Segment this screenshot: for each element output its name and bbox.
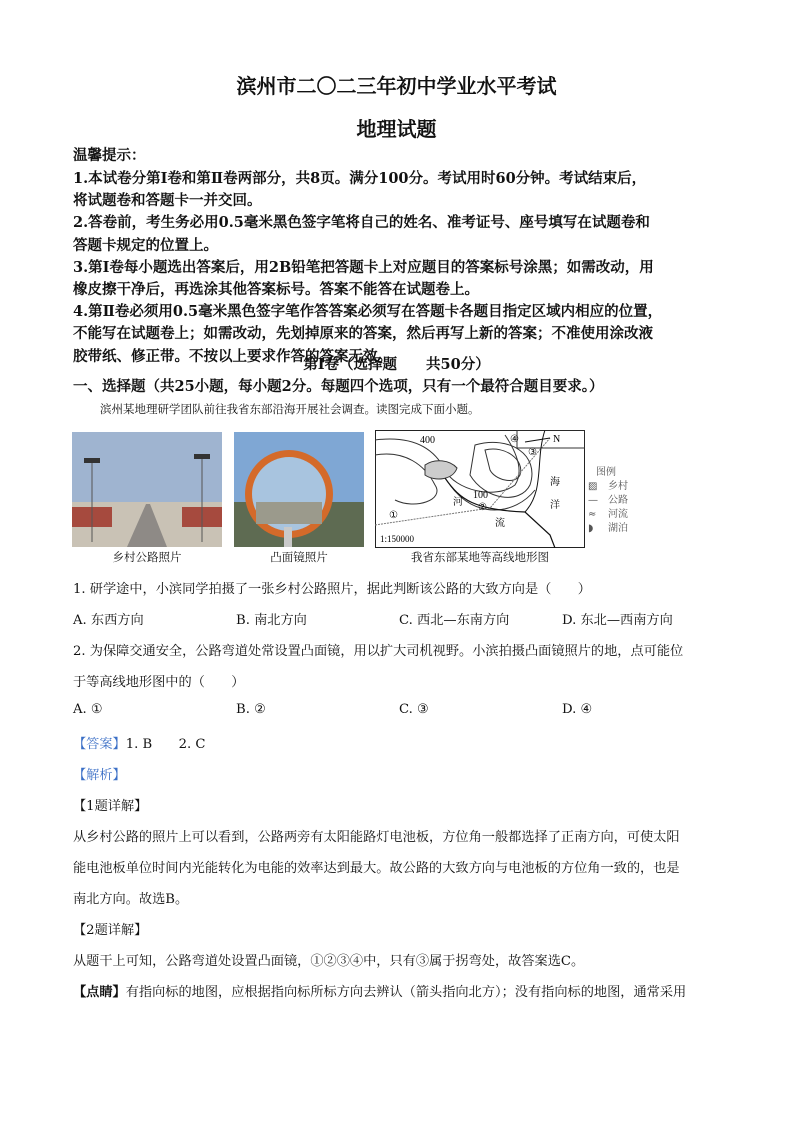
legend-item xyxy=(588,494,628,508)
notice-line: 3.第Ⅰ卷每小题选出答案后，用2B铅笔把答题卡上对应题目的答案标号涂黑；如需改动，用 xyxy=(73,258,654,276)
photo2-caption: 凸面镜照片 xyxy=(270,550,328,564)
notice-line: 将试题卷和答题卡一并交回。 xyxy=(73,192,262,210)
legend-symbol-icon: — xyxy=(588,495,598,506)
photo1-caption: 乡村公路照片 xyxy=(112,550,182,564)
question-2-stem-cont: 于等高线地形图中的（ ） xyxy=(73,675,245,690)
notice-line: 4.第Ⅱ卷必须用0.5毫米黑色签字笔作答答案必须写在答题卡各题目指定区域内相应的位置， xyxy=(73,303,663,321)
option-c: C. 西北—东南方向 xyxy=(399,613,510,628)
detail1-label: 【1题详解】 xyxy=(73,799,148,814)
question-2-stem: 2. 为保障交通安全，公路弯道处常设置凸面镜，用以扩大司机视野。小滨拍摄凸面镜照片的地，点可能位 xyxy=(73,644,684,659)
legend-label: 乡村 xyxy=(608,481,628,492)
legend-label: 河流 xyxy=(608,509,628,520)
option-d: D. ④ xyxy=(562,702,593,717)
river-label-1: 河 xyxy=(453,497,463,508)
part-title: 一、选择题（共25小题，每小题2分。每题四个选项，只有一个最符合题目要求。） xyxy=(73,378,604,395)
option-b: B. 南北方向 xyxy=(236,613,307,628)
section-title: 第Ⅰ卷（选择题 共50分） xyxy=(303,356,490,373)
detail1-line: 能电池板单位时间内光能转化为电能的效率达到最大。故公路的大致方向与电池板的方位角一致的，也是 xyxy=(73,861,680,876)
notice-line: 1.本试卷分第Ⅰ卷和第Ⅱ卷两部分，共8页。满分100分。考试用时60分钟。考试结束后， xyxy=(73,170,647,187)
legend-item xyxy=(588,480,628,494)
scale-label: 1:150000 xyxy=(380,534,415,544)
notice-line: 2.答卷前，考生务必用0.5毫米黑色签字笔将自己的姓名、准考证号、座号填写在试题卷和 xyxy=(73,214,650,232)
village-road-photo xyxy=(72,432,222,547)
detail1-line: 南北方向。故选B。 xyxy=(73,892,189,907)
tip-label: 【点睛】 xyxy=(73,985,126,1000)
contour-100-label: 100 xyxy=(473,490,488,501)
tip-line xyxy=(73,981,686,1000)
legend-symbol-icon: ≈ xyxy=(588,509,597,520)
detail2-text: 从题干上可知，公路弯道处设置凸面镜，①②③④中，只有③属于拐弯处，故答案选C。 xyxy=(73,954,585,969)
option-b: B. ② xyxy=(236,702,266,717)
legend-title: 图例 xyxy=(596,467,616,478)
detail1-line: 从乡村公路的照片上可以看到，公路两旁有太阳能路灯电池板，方位角一般都选择了正南方向，可使太阳 xyxy=(73,830,680,845)
contour-400-label: 400 xyxy=(420,435,435,446)
legend-symbol-icon: ◗ xyxy=(588,523,594,534)
map-caption: 我省东部某地等高线地形图 xyxy=(411,550,549,564)
notice-line: 答题卡规定的位置上。 xyxy=(73,236,218,254)
legend-item xyxy=(588,508,628,522)
page-title: 滨州市二〇二三年初中学业水平考试 xyxy=(236,74,557,98)
point-4: ④ xyxy=(510,434,519,445)
page-subtitle: 地理试题 xyxy=(356,117,437,141)
point-3: ③ xyxy=(528,447,537,458)
analysis-label: 【解析】 xyxy=(73,768,126,783)
sea-label: 海 xyxy=(550,477,560,488)
legend-symbol-icon: ▨ xyxy=(588,481,598,492)
contour-map xyxy=(375,430,585,548)
notice-line: 不能写在试题卷上；如需改动，先划掉原来的答案，然后再写上新的答案；不准使用涂改液 xyxy=(73,325,653,343)
legend-item xyxy=(588,522,628,536)
legend-label: 湖泊 xyxy=(608,523,628,534)
intro-text: 滨州某地理研学团队前往我省东部沿海开展社会调查。读图完成下面小题。 xyxy=(100,402,480,416)
convex-mirror-photo xyxy=(234,432,364,547)
option-a: A. 东西方向 xyxy=(73,613,144,628)
legend-label: 公路 xyxy=(608,495,628,506)
detail2-label: 【2题详解】 xyxy=(73,923,148,938)
north-label: N xyxy=(553,434,561,445)
option-a: A. ① xyxy=(73,702,103,717)
answer-line xyxy=(73,733,205,752)
option-c: C. ③ xyxy=(399,702,429,717)
point-2: ② xyxy=(478,502,487,513)
notice-heading: 温馨提示： xyxy=(73,147,146,164)
river-label-2: 流 xyxy=(495,518,505,529)
ocean-label: 洋 xyxy=(550,500,560,511)
question-1-stem: 1. 研学途中，小滨同学拍摄了一张乡村公路照片，据此判断该公路的大致方向是（ ） xyxy=(73,582,591,597)
option-d: D. 东北—西南方向 xyxy=(562,613,673,628)
point-1: ① xyxy=(389,510,398,521)
answer-text: 1. B 2. C xyxy=(125,737,206,752)
notice-line: 橡皮擦干净后，再选涂其他答案标号。答案不能答在试题卷上。 xyxy=(73,281,479,298)
map-legend xyxy=(588,466,628,536)
tip-text: 有指向标的地图，应根据指向标所标方向去辨认（箭头指向北方）；没有指向标的地图，通常采用 xyxy=(125,985,687,1000)
answer-label: 【答案】 xyxy=(73,737,126,752)
notice-line: 胶带纸、修正带。不按以上要求作答的答案无效。 xyxy=(73,347,392,365)
